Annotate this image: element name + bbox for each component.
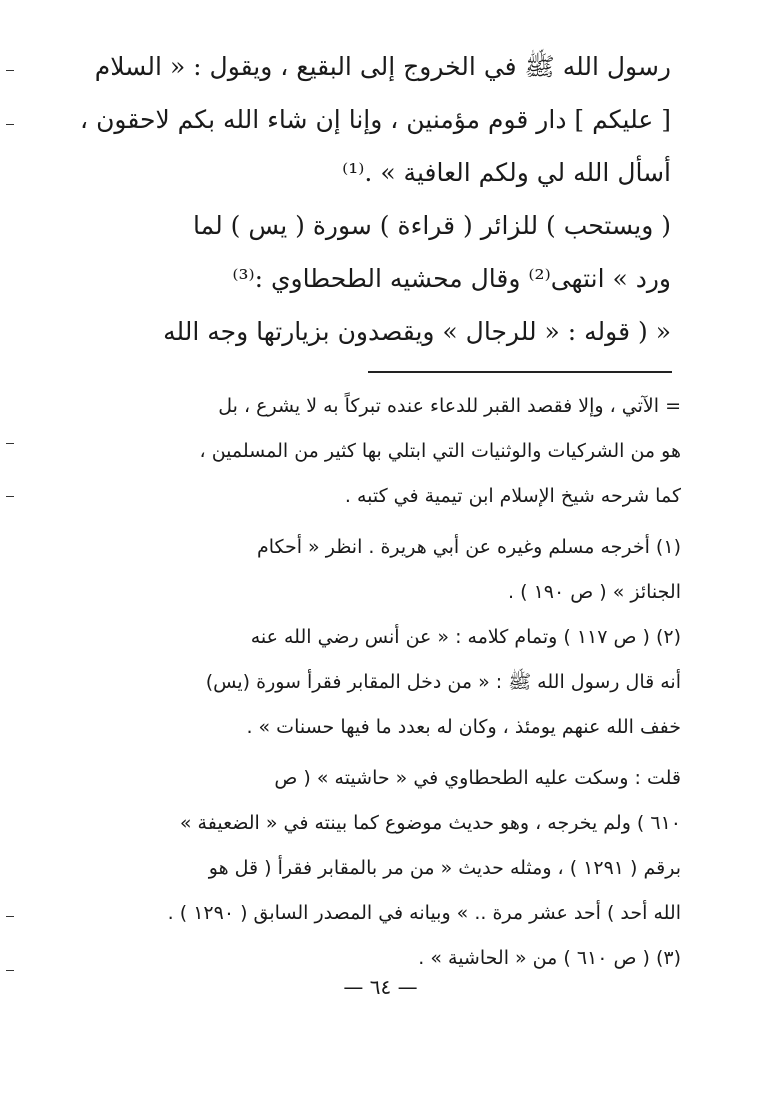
footnote-1-line: (١) أخرجه مسلم وغيره عن أبي هريرة . انظر « أحكام — [256, 536, 681, 558]
footnote-2-comment-line: قلت : وسكت عليه الطحطاوي في « حاشيته » ( ص — [274, 767, 681, 789]
footnotes-block — [70, 384, 681, 981]
footnote-2-line: أنه قال رسول الله ﷺ : « من دخل المقابر فقرأ سورة (يس) — [205, 671, 681, 693]
margin-tick — [6, 124, 14, 125]
main-text-line: ورد » انتهى⁽²⁾ وقال محشيه الطحطاوي :⁽³⁾ — [232, 264, 671, 293]
margin-tick — [6, 970, 14, 971]
footnote-2-comment-line: ٦١٠ ) ولم يخرجه ، وهو حديث موضوع كما بينته في « الضعيفة » — [179, 812, 681, 834]
footnote-2-comment-line: برقم ( ١٢٩١ ) ، ومثله حديث « من مر بالمقابر فقرأ ( قل هو — [208, 857, 681, 879]
margin-tick — [6, 916, 14, 917]
footnote-continuation-line: كما شرحه شيخ الإسلام ابن تيمية في كتبه . — [344, 485, 681, 507]
main-text-block — [70, 40, 671, 358]
main-text-line: [ عليكم ] دار قوم مؤمنين ، وإنا إن شاء الله بكم لاحقون ، — [80, 105, 671, 134]
main-text-line: ( ويستحب ) للزائر ( قراءة ) سورة ( يس ) لما — [193, 211, 671, 240]
footnote-3-line: (٣) ( ص ٦١٠ ) من « الحاشية » . — [418, 947, 681, 969]
footnote-2-comment-line: الله أحد ) أحد عشر مرة .. » وبيانه في المصدر السابق ( ١٢٩٠ ) . — [167, 902, 681, 924]
main-text-line: رسول الله ﷺ في الخروج إلى البقيع ، ويقول : « السلام — [94, 52, 671, 81]
margin-tick — [6, 496, 14, 497]
footnote-2-line: (٢) ( ص ١١٧ ) وتمام كلامه : « عن أنس رضي الله عنه — [250, 626, 681, 648]
footnote-separator — [368, 371, 672, 373]
main-text-line: « ( قوله : « للرجال » ويقصدون بزيارتها وجه الله — [163, 317, 671, 346]
page-number: — ٦٤ — — [343, 975, 418, 999]
margin-tick — [6, 443, 14, 444]
footnote-continuation-line: هو من الشركيات والوثنيات التي ابتلي بها كثير من المسلمين ، — [199, 440, 681, 462]
main-text-line: أسأل الله لي ولكم العافية » .⁽¹⁾ — [342, 158, 671, 187]
footnote-1-line: الجنائز » ( ص ١٩٠ ) . — [508, 581, 681, 603]
footnote-continuation-line: = الآتي ، وإلا فقصد القبر للدعاء عنده تبركاً به لا يشرع ، بل — [218, 395, 681, 417]
margin-tick — [6, 70, 14, 71]
footnote-2-line: خفف الله عنهم يومئذ ، وكان له بعدد ما فيها حسنات » . — [246, 716, 681, 738]
